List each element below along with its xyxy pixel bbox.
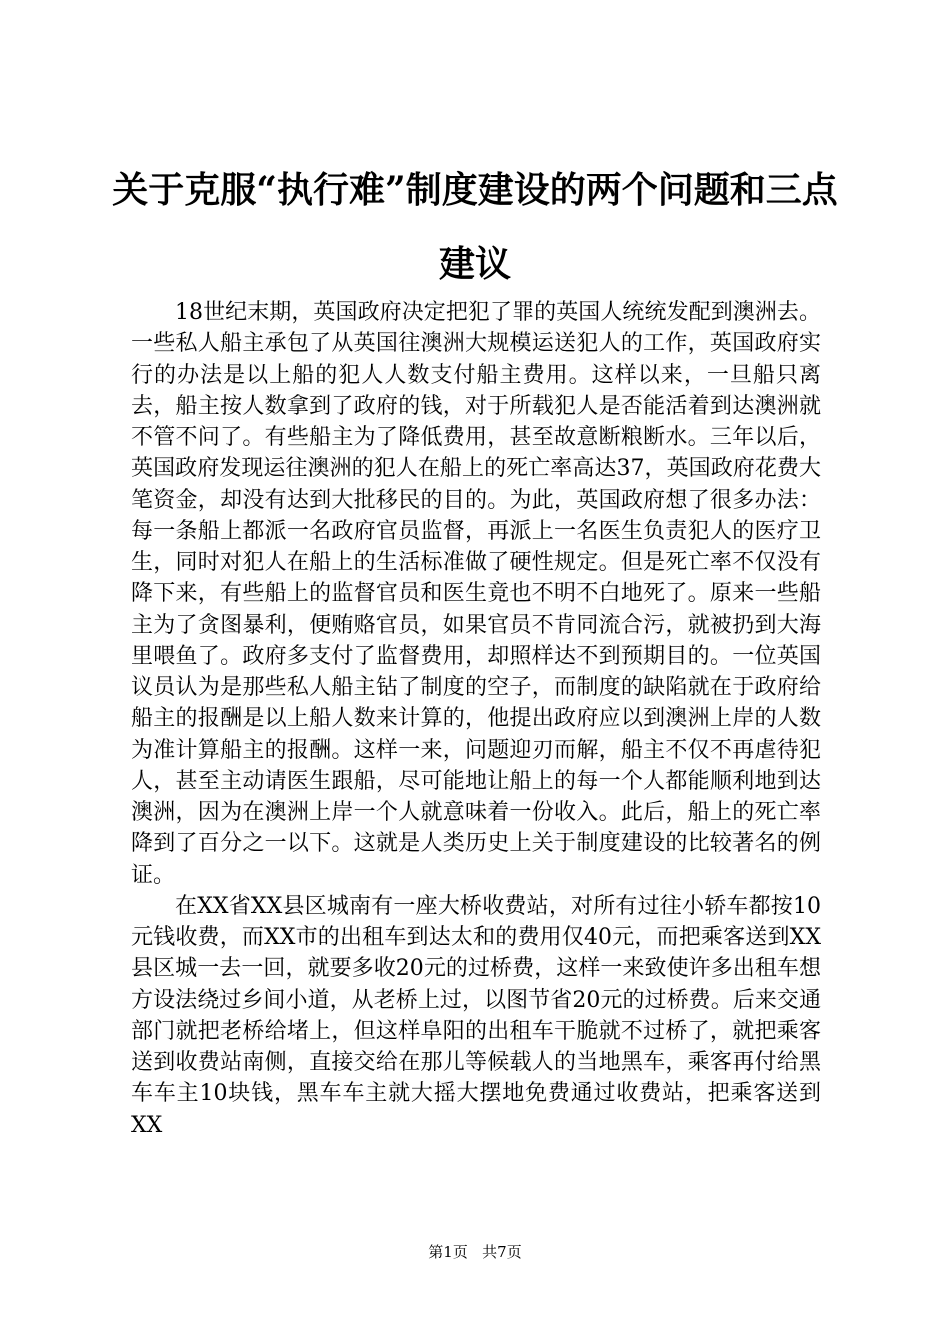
- document-body: [131, 297, 821, 1141]
- page-footer: [0, 1242, 950, 1262]
- page-separator: [473, 1243, 478, 1261]
- page-total: 共7页: [482, 1243, 522, 1261]
- page-number: 第1页: [428, 1243, 468, 1261]
- paragraph-2: 在XX省XX县区城南有一座大桥收费站，对所有过往小轿车都按10元钱收费，而XX市的出租车到达太和的费用仅40元，而把乘客送到XX县区城一去一回，就要多收20元的过桥费，这样一来致使许多出租车想方设法绕过乡间小道，从老桥上过，以图节省20元的过桥费。后来交通部门就把老桥给堵上，但这样阜阳的出租车干脆就不过桥了，就把乘客送到收费站南侧，直接交给在那儿等候载人的当地黑车，乘客再付给黑车车主10块钱，黑车车主就大摇大摆地免费通过收费站，把乘客送到XX: [131, 893, 821, 1138]
- paragraph-1: 18世纪末期，英国政府决定把犯了罪的英国人统统发配到澳洲去。一些私人船主承包了从英国往澳洲大规模运送犯人的工作，英国政府实行的办法是以上船的犯人人数支付船主费用。这样以来，一旦船只离去，船主按人数拿到了政府的钱，对于所载犯人是否能活着到达澳洲就不管不问了。有些船主为了降低费用，甚至故意断粮断水。三年以后，英国政府发现运往澳洲的犯人在船上的死亡率高达37，英国政府花费大笔资金，却没有达到大批移民的目的。为此，英国政府想了很多办法：每一条船上都派一名政府官员监督，再派上一名医生负责犯人的医疗卫生，同时对犯人在船上的生活标准做了硬性规定。但是死亡率不仅没有降下来，有些船上的监督官员和医生竟也不明不白地死了。原来一些船主为了贪图暴利，便贿赂官员，如果官员不肯同流合污，就被扔到大海里喂鱼了。政府多支付了监督费用，却照样达不到预期目的。一位英国议员认为是那些私人船主钻了制度的空子，而制度的缺陷就在于政府给船主的报酬是以上船人数来计算的，他提出政府应以到澳洲上岸的人数为准计算船主的报酬。这样一来，问题迎刃而解，船主不仅不再虐待犯人，甚至主动请医生跟船，尽可能地让船上的每一个人都能顺利地到达澳洲，因为在澳洲上岸一个人就意味着一份收入。此后，船上的死亡率降到了百分之一以下。这就是人类历史上关于制度建设的比较著名的例证。: [131, 300, 821, 888]
- document-title: 关于克服“执行难”制度建设的两个问题和三点建议: [112, 169, 838, 285]
